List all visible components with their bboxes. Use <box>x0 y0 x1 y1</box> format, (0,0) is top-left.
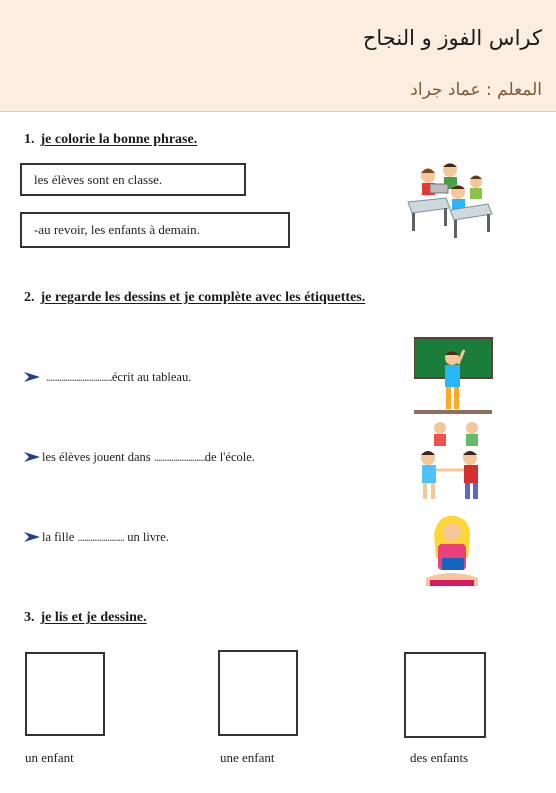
phrase-option-1[interactable] <box>20 163 246 196</box>
section-1-instruction: je colorie la bonne phrase. <box>40 132 198 147</box>
fill-line-2-after: de l'école. <box>204 450 255 464</box>
drawing-box-1[interactable] <box>25 652 105 736</box>
drawing-label-2: une enfant <box>220 750 275 765</box>
blackboard-illustration <box>414 336 494 416</box>
workbook-title: كراس الفوز و النجاح <box>362 26 542 50</box>
fill-line-1 <box>46 370 191 385</box>
classroom-illustration <box>402 158 494 244</box>
section-1-number: 1. <box>24 132 35 147</box>
arrow-icon <box>24 372 40 382</box>
fill-line-2-before: les élèves jouent dans <box>42 450 154 464</box>
drawing-label-3: des enfants <box>410 750 469 765</box>
teacher-name: المعلم : عماد جراد <box>410 80 542 100</box>
drawing-label-1: un enfant <box>25 750 74 765</box>
drawing-box-3[interactable] <box>404 652 486 738</box>
playground-illustration <box>414 420 496 504</box>
worksheet-header <box>0 0 556 112</box>
fill-line-3 <box>42 530 169 545</box>
fill-blank-2[interactable]: ........................ <box>153 450 205 464</box>
section-3-number: 3. <box>24 610 35 625</box>
fill-blank-1[interactable]: ............................... <box>46 370 112 384</box>
phrase-option-2-text: -au revoir, les enfants à demain. <box>34 222 200 237</box>
section-3-instruction: je lis et je dessine. <box>40 610 147 625</box>
fill-line-1-after: écrit au tableau. <box>111 370 192 384</box>
fill-line-3-after: un livre. <box>124 530 169 544</box>
section-2-instruction: je regarde les dessins et je complète avec les étiquettes. <box>40 290 366 305</box>
arrow-icon <box>24 532 40 542</box>
section-3-title <box>24 610 147 626</box>
arrow-icon <box>24 452 40 462</box>
section-2-number: 2. <box>24 290 35 305</box>
girl-reading-illustration <box>420 512 484 594</box>
fill-blank-3[interactable]: ...................... <box>77 530 125 544</box>
phrase-option-1-text: les élèves sont en classe. <box>34 171 163 187</box>
phrase-option-2[interactable] <box>20 212 290 248</box>
drawing-box-2[interactable] <box>218 650 298 736</box>
fill-line-2 <box>42 450 255 465</box>
section-1-title <box>24 132 197 148</box>
fill-line-3-before: la fille <box>42 530 78 544</box>
section-2-title <box>24 290 365 306</box>
